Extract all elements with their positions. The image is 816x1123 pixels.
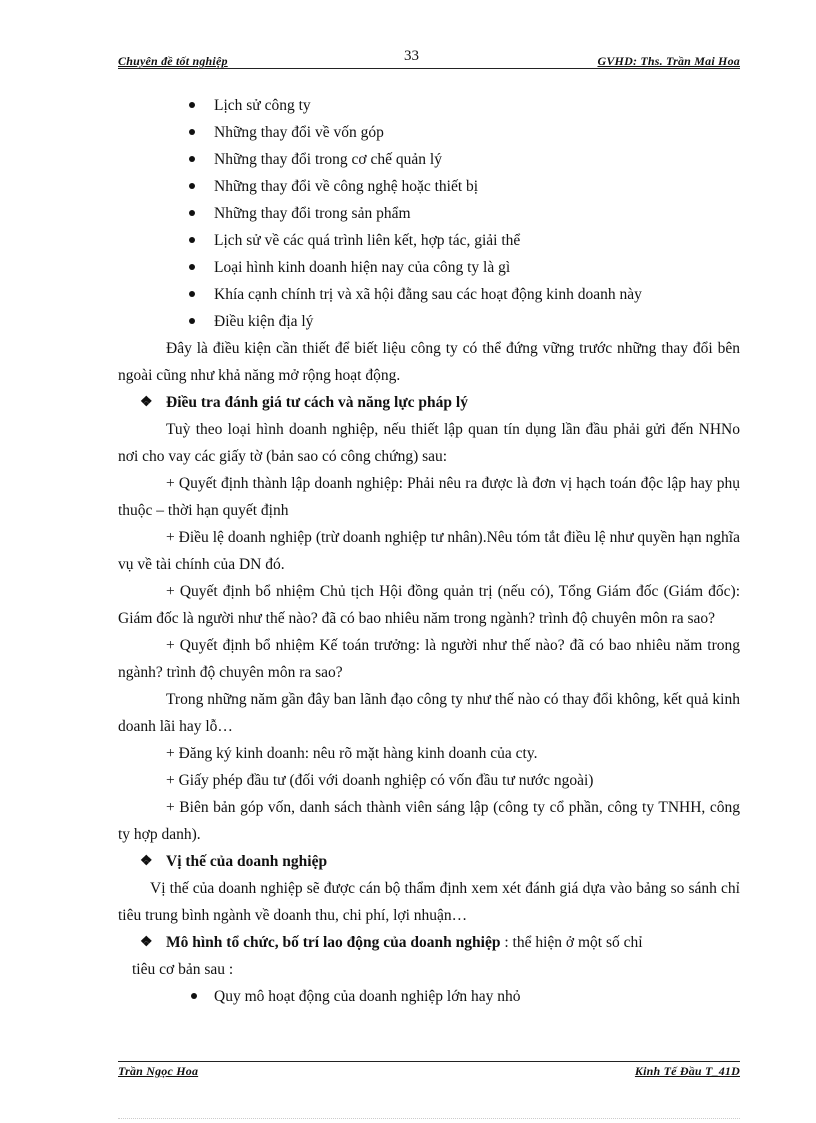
bullet-icon [189, 264, 195, 270]
paragraph: + Đăng ký kinh doanh: nêu rõ mặt hàng kinh doanh của cty. [166, 745, 538, 762]
diamond-bullet-icon: ❖ [140, 395, 153, 410]
page-number: 33 [404, 48, 419, 64]
section-heading-position: ❖ Vị thế của doanh nghiệp [118, 848, 740, 875]
section-heading-organization: ❖ Mô hình tổ chức, bố trí lao động của doanh nghiệp : thể hiện ở một số chỉ tiêu cơ bản sau : [118, 929, 740, 983]
bullet-icon [189, 183, 195, 189]
bullet-icon [189, 129, 195, 135]
bullet-icon [189, 237, 195, 243]
bullet-icon [189, 156, 195, 162]
paragraph-conclusion: Đây là điều kiện cần thiết để biết liệu công ty có thể đứng vững trước những thay đổi bên ngoài cũng như khả năng mở rộng hoạt động. [118, 340, 740, 384]
header-supervisor: GVHD: Ths. Trần Mai Hoa [597, 54, 740, 68]
page-header [118, 48, 740, 70]
footer-rule [118, 1061, 740, 1062]
paragraph: + Quyết định bổ nhiệm Kế toán trưởng: là người như thế nào? đã có bao nhiêu năm trong ngành? trình độ chuyên môn ra sao? [118, 637, 740, 681]
list-item: Những thay đổi trong sản phẩm [118, 200, 740, 227]
footer-class: Kinh Tế Đầu T_41D [634, 1064, 740, 1078]
bullet-list-top [118, 92, 740, 335]
list-item: Những thay đổi trong cơ chế quản lý [118, 146, 740, 173]
list-item: Những thay đổi về công nghệ hoặc thiết bị [118, 173, 740, 200]
bullet-icon [189, 291, 195, 297]
list-item: Quy mô hoạt động của doanh nghiệp lớn hay nhỏ [118, 983, 740, 1010]
bullet-icon [189, 318, 195, 324]
list-item: Khía cạnh chính trị và xã hội đằng sau các hoạt động kinh doanh này [118, 281, 740, 308]
paragraph: + Giấy phép đầu tư (đối với doanh nghiệp có vốn đầu tư nước ngoài) [166, 772, 594, 789]
section-heading-legal: ❖ Điều tra đánh giá tư cách và năng lực pháp lý [118, 389, 740, 416]
paragraph: + Điều lệ doanh nghiệp (trừ doanh nghiệp tư nhân).Nêu tóm tắt điều lệ như quyền hạn nghĩa vụ về tài chính của DN đó. [118, 529, 740, 573]
list-item: Những thay đổi về vốn góp [118, 119, 740, 146]
bullet-list-bottom [118, 983, 740, 1010]
page-footer [118, 1058, 740, 1080]
list-item: Lịch sử về các quá trình liên kết, hợp tác, giải thể [118, 227, 740, 254]
list-item: Lịch sử công ty [118, 92, 740, 119]
list-item: Điều kiện địa lý [118, 308, 740, 335]
header-title: Chuyên đề tốt nghiệp [118, 54, 228, 68]
paragraph: + Quyết định thành lập doanh nghiệp: Phải nêu ra được là đơn vị hạch toán độc lập hay phụ thuộc – thời hạn quyết định [118, 475, 740, 519]
bullet-icon [189, 102, 195, 108]
footer-author: Trần Ngọc Hoa [118, 1064, 199, 1078]
diamond-bullet-icon: ❖ [140, 854, 153, 869]
paragraph: Trong những năm gần đây ban lãnh đạo công ty như thế nào có thay đổi không, kết quả kinh doanh lãi hay lỗ… [118, 691, 740, 735]
page-body [118, 92, 740, 1010]
page-bottom-divider [118, 1118, 740, 1119]
paragraph: + Quyết định bổ nhiệm Chủ tịch Hội đồng quản trị (nếu có), Tổng Giám đốc (Giám đốc): Giám đốc là người như thế nào? đã có bao nhiêu năm trong ngành? trình độ chuyên môn ra sao? [118, 583, 740, 627]
list-item: Loại hình kinh doanh hiện nay của công ty là gì [118, 254, 740, 281]
paragraph: + Biên bản góp vốn, danh sách thành viên sáng lập (công ty cổ phần, công ty TNHH, công ty hợp danh). [118, 799, 740, 843]
header-rule [118, 68, 740, 69]
bullet-icon [191, 993, 197, 999]
paragraph: Tuỳ theo loại hình doanh nghiệp, nếu thiết lập quan tín dụng lần đầu phải gửi đến NHNo nơi cho vay các giấy tờ (bản sao có công chứng) sau: [118, 421, 740, 465]
paragraph: Vị thế của doanh nghiệp sẽ được cán bộ thẩm định xem xét đánh giá dựa vào bảng so sánh chỉ tiêu trung bình ngành về doanh thu, chi phí, lợi nhuận… [118, 880, 740, 924]
bullet-icon [189, 210, 195, 216]
diamond-bullet-icon: ❖ [140, 935, 153, 950]
